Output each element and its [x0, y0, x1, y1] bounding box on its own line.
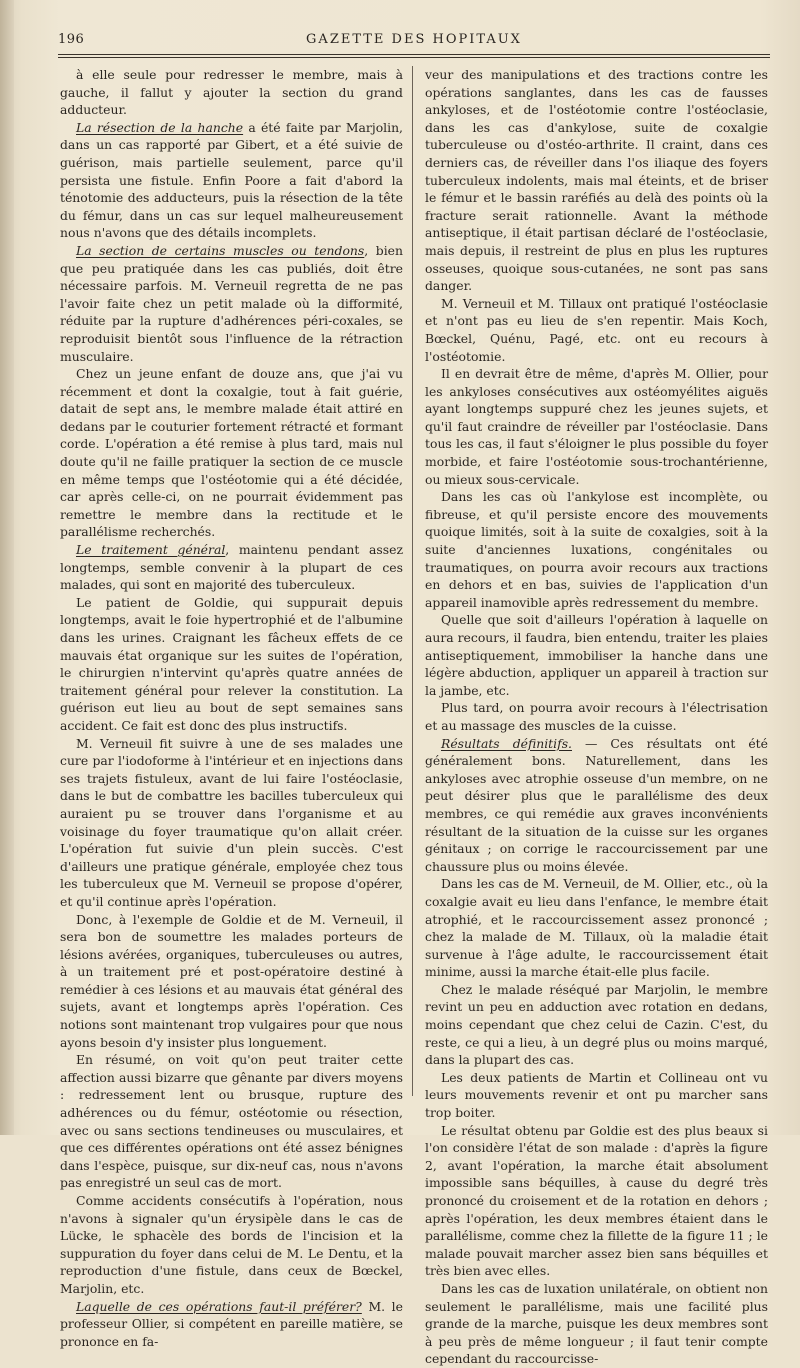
- header-rule: [58, 54, 770, 55]
- paragraph-lead-phrase: Le traitement général: [76, 542, 226, 558]
- paragraph-text: Dans les cas où l'ankylose est incomplète, ou fibreuse, et qu'il persiste encore des mouvements quoique limités, soit à la suite de coxalgies, soit à la suite d'anciennes luxations, congénitales ou traumatiques, on pourra avoir recours aux tractions en dehors et en bas, suivies de l'application d'un appareil inamovible après redressement du membre.: [425, 489, 768, 610]
- paragraph-text: a été faite par Marjolin, dans un cas rapporté par Gibert, et a été suivie de guérison, mais partielle seulement, parce qu'il persista une fistule. Enfin Poore a fait d'abord la ténotomie des adducteurs, puis la résection de la tête du fémur, dans un cas sur lequel malheureusement nous n'avons que des détails incomplets.: [60, 119, 403, 241]
- paragraph: [425, 735, 768, 876]
- paragraph: [60, 119, 403, 242]
- paragraph: [60, 365, 403, 541]
- paragraph: [425, 295, 768, 365]
- paragraph-text: Donc, à l'exemple de Goldie et de M. Verneuil, il sera bon de soumettre les malades porteurs de lésions avérées, organiques, tuberculeuses ou autres, à un traitement pré et post-opératoire destiné à remédier à ces lésions et au mauvais état général des sujets, avant et longtemps après l'opération. Ces notions sont maintenant trop vulgaires pour que nous ayons besoin d'y insister plus longuement.: [60, 911, 403, 1050]
- paragraph: [60, 541, 403, 594]
- paragraph: [425, 981, 768, 1069]
- paragraph: [60, 735, 403, 911]
- paragraph-text: M. Verneuil fit suivre à une de ses malades une cure par l'iodoforme à l'intérieur et en injections dans ses trajets fistuleux, avant de lui faire l'ostéoclasie, dans le but de combattre les bacilles tuberculeux qui auraient pu se trouver dans l'organisme et au voisinage du foyer traumatique qu'on allait créer. L'opération fut suivie d'un plein succès. C'est d'ailleurs une pratique générale, employée chez tous les tuberculeux que M. Verneuil se propose d'opérer, et qu'il continue après l'opération.: [60, 735, 403, 909]
- paragraph-text: Comme accidents consécutifs à l'opération, nous n'avons à signaler qu'un érysipèle dans le cas de Lücke, le sphacèle des bords de l'incision et la suppuration du foyer dans celui de M. Le Dentu, et la reproduction d'une fistule, dans ceux de Bœckel, Marjolin, etc.: [60, 1193, 403, 1296]
- paragraph: [60, 594, 403, 735]
- column-divider: [412, 66, 413, 1096]
- paragraph: [425, 1122, 768, 1280]
- paragraph-text: M. le professeur Ollier, si compétent en pareille matière, se prononce en fa-: [60, 1298, 403, 1349]
- paragraph: [60, 1298, 403, 1351]
- paragraph: [60, 66, 403, 119]
- paragraph-text: à elle seule pour redresser le membre, mais à gauche, il fallut y ajouter la section du grand adducteur.: [60, 67, 403, 118]
- right-column: [425, 66, 768, 1367]
- paragraph-text: Chez un jeune enfant de douze ans, que j'ai vu récemment et dont la coxalgie, tout à fait guérie, datait de sept ans, le membre malade était attiré en dedans par le couturier fortement rétracté et formant corde. L'opération a été remise à plus tard, mais nul doute qu'il ne faille pratiquer la section de ce muscle en même temps que l'ostéotomie qui a été décidée, car après celle-ci, on ne pourrait évidemment pas remettre le membre dans la rectitude et le parallélisme recherchés.: [60, 366, 403, 540]
- paragraph-text: Chez le malade réséqué par Marjolin, le membre revint un peu en adduction avec rotation en dedans, moins cependant que chez celui de Cazin. C'est, du reste, ce qui a lieu, à un degré plus ou moins marqué, dans la plupart des cas.: [425, 981, 768, 1068]
- paragraph: [60, 1192, 403, 1298]
- paragraph-text: Le résultat obtenu par Goldie est des plus beaux si l'on considère l'état de son malade : d'après la figure 2, avant l'opération, la marche était absolument impossible sans béquilles, à cause du degré très prononcé du croisement et de la rotation en dehors ; après l'opération, les deux membres étaient dans le parallélisme, comme chez la fillette de la figure 11 ; le malade pouvait marcher assez bien sans béquilles et très bien avec elles.: [425, 1122, 768, 1279]
- header-rule-double: [58, 57, 770, 58]
- paragraph-text: — Ces résultats ont été généralement bons. Naturellement, dans les ankyloses avec atrophie osseuse d'un membre, on ne peut désirer plus que le parallélisme des deux membres, ce qui remédie aux graves inconvénients résultant de la situation de la cuisse sur les organes génitaux ; on corrige le raccourcissement par une chaussure plus ou moins élevée.: [425, 735, 768, 874]
- paragraph-text: veur des manipulations et des tractions contre les opérations sanglantes, dans les cas de fausses ankyloses, et de l'ostéotomie contre l'ostéoclasie, dans les cas d'ankylose, suite de coxalgie tuberculeuse ou d'ostéo-arthrite. Il craint, dans ces derniers cas, de réveiller dans l'os iliaque des foyers tuberculeux indolents, mais mal éteints, et de briser le fémur et le bassin raréfiés au delà des points où la fracture serait rationnelle. Avant la méthode antiseptique, il était partisan déclaré de l'ostéoclasie, mais depuis, il restreint de plus en plus les ruptures osseuses, quoique sous-cutanées, ne sont pas sans danger.: [425, 67, 768, 294]
- paragraph-lead-phrase: La résection de la hanche: [76, 119, 244, 135]
- left-column: [60, 66, 403, 1349]
- paragraph: [425, 66, 768, 295]
- paragraph-text: M. Verneuil et M. Tillaux ont pratiqué l'ostéoclasie et n'ont pas eu lieu de s'en repentir. Mais Koch, Bœckel, Quénu, Pagé, etc. ont eu recours à l'ostéotomie.: [425, 295, 768, 364]
- paragraph: [425, 875, 768, 981]
- paragraph: [425, 488, 768, 611]
- paragraph: [425, 365, 768, 488]
- paragraph-text: , maintenu pendant assez longtemps, semble convenir à la plupart de ces malades, qui sont en majorité des tuberculeux.: [60, 542, 403, 593]
- paragraph-text: Il en devrait être de même, d'après M. Ollier, pour les ankyloses consécutives aux ostéomyélites aiguës ayant longtemps suppuré chez les jeunes sujets, et qu'il faut craindre de réveiller par l'ostéoclasie. Dans tous les cas, il faut s'éloigner le plus possible du foyer morbide, et faire l'ostéotomie sous-trochantérienne, ou mieux sous-cervicale.: [425, 366, 768, 487]
- paragraph-text: En résumé, on voit qu'on peut traiter cette affection aussi bizarre que gênante par divers moyens : redressement lent ou brusque, rupture des adhérences ou du fémur, ostéotomie ou résection, avec ou sans sections tendineuses ou musculaires, et que ces différentes opérations ont été assez bénignes dans l'espèce, puisque, sur dix-neuf cas, nous n'avons pas enregistré un seul cas de mort.: [60, 1052, 403, 1191]
- paragraph: [425, 1069, 768, 1122]
- paragraph-text: Les deux patients de Martin et Collineau ont vu leurs mouvements revenir et ont pu marcher sans trop boiter.: [425, 1069, 768, 1121]
- paragraph-lead-phrase: Résultats définitifs.: [441, 735, 572, 751]
- paragraph-text: Le patient de Goldie, qui suppurait depuis longtemps, avait le foie hypertrophié et de l'albumine dans les urines. Craignant les fâcheux effets de ce mauvais état organique sur les suites de l'opération, le chirurgien n'intervint qu'après quatre années de traitement général pour relever la constitution. La guérison eut lieu au bout de sept semaines sans accident. Ce fait est donc des plus instructifs.: [60, 594, 403, 733]
- paragraph: [60, 242, 403, 365]
- page-header: [58, 30, 770, 54]
- paragraph-lead-phrase: La section de certains muscles ou tendons: [76, 242, 365, 258]
- running-title: GAZETTE DES HOPITAUX: [306, 32, 522, 47]
- paragraph: [60, 1051, 403, 1192]
- paragraph: [60, 911, 403, 1052]
- paragraph: [425, 699, 768, 734]
- paragraph-lead-phrase: Laquelle de ces opérations faut-il préférer?: [76, 1298, 362, 1314]
- paragraph-text: Dans les cas de luxation unilatérale, on obtient non seulement le parallélisme, mais une facilité plus grande de la marche, puisque les deux membres sont à peu près de même longueur ; il faut tenir compte cependant du raccourcisse-: [425, 1280, 768, 1367]
- paragraph-text: , bien que peu pratiquée dans les cas publiés, doit être nécessaire parfois. M. Verneuil regretta de ne pas l'avoir faite chez un petit malade où la difformité, réduite par la rupture d'adhérences péri-coxales, se reproduisit bientôt sous l'influence de la rétraction musculaire.: [60, 242, 403, 364]
- paragraph-text: Quelle que soit d'ailleurs l'opération à laquelle on aura recours, il faudra, bien entendu, traiter les plaies antiseptiquement, immobiliser la hanche dans une légère abduction, appliquer un appareil à traction sur la jambe, etc.: [425, 612, 768, 698]
- paragraph: [425, 611, 768, 699]
- page-binding-edge: [0, 0, 14, 1135]
- paragraph: [425, 1280, 768, 1368]
- page-number: 196: [58, 32, 85, 47]
- paragraph-text: Plus tard, on pourra avoir recours à l'électrisation et au massage des muscles de la cuisse.: [425, 700, 768, 733]
- paragraph-text: Dans les cas de M. Verneuil, de M. Ollier, etc., où la coxalgie avait eu lieu dans l'enfance, le membre était atrophié, et le raccourcissement assez prononcé ; chez la malade de M. Tillaux, où la maladie était survenue à l'âge adulte, le raccourcissement était minime, aussi la marche était-elle plus facile.: [425, 876, 768, 980]
